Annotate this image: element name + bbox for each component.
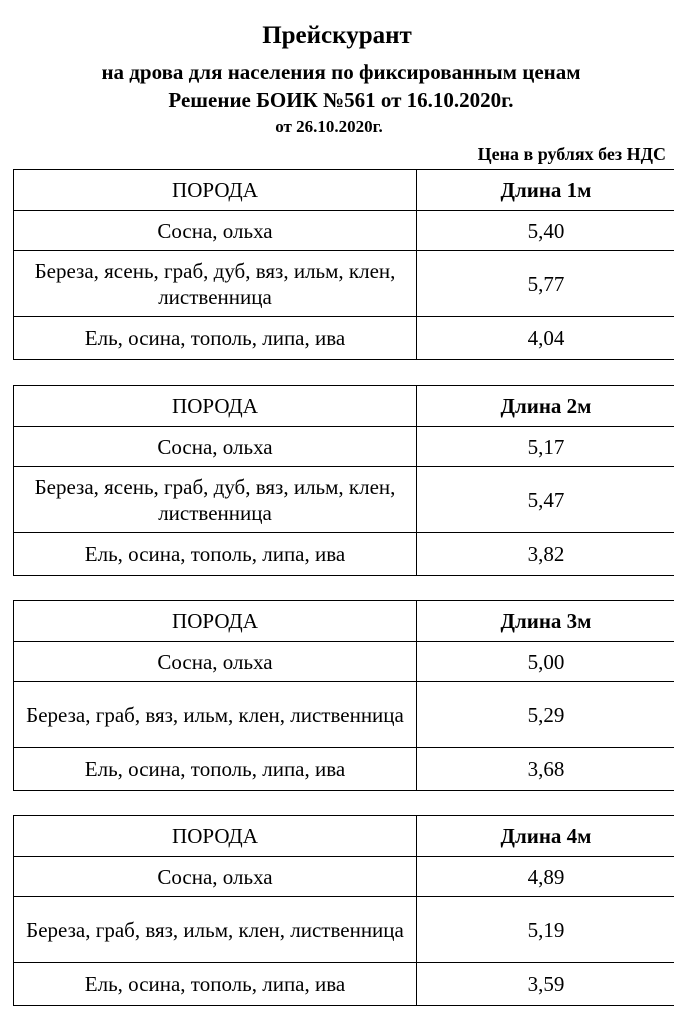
species-cell: Береза, ясень, граб, дуб, вяз, ильм, клен, лиственница (14, 467, 417, 533)
document-subtitle: на дрова для населения по фиксированным ценам (101, 60, 581, 84)
table-row (14, 533, 674, 576)
table-row (14, 748, 674, 791)
table-row (14, 251, 674, 317)
price-cell: 5,19 (417, 897, 674, 963)
table-row (14, 427, 674, 467)
effective-date: от 26.10.2020г. (275, 117, 383, 136)
price-table-1m (13, 169, 674, 360)
price-cell: 3,82 (417, 533, 674, 576)
table-row (14, 857, 674, 897)
species-cell: Ель, осина, тополь, липа, ива (14, 963, 417, 1006)
table-header-row (14, 816, 674, 857)
decision-reference: Решение БОИК №561 от 16.10.2020г. (168, 88, 514, 112)
price-table-4m (13, 815, 674, 1006)
table-row (14, 642, 674, 682)
price-cell: 4,89 (417, 857, 674, 897)
price-cell: 5,17 (417, 427, 674, 467)
species-cell: Сосна, ольха (14, 857, 417, 897)
price-cell: 5,40 (417, 211, 674, 251)
price-cell: 5,47 (417, 467, 674, 533)
species-cell: Береза, граб, вяз, ильм, клен, лиственница (14, 682, 417, 748)
price-cell: 3,59 (417, 963, 674, 1006)
table-header-row (14, 601, 674, 642)
length-column-header: Длина 4м (417, 816, 674, 857)
species-cell: Ель, осина, тополь, липа, ива (14, 533, 417, 576)
table-header-row (14, 386, 674, 427)
species-cell: Ель, осина, тополь, липа, ива (14, 317, 417, 360)
price-cell: 5,00 (417, 642, 674, 682)
price-note: Цена в рублях без НДС (477, 144, 666, 164)
length-column-header: Длина 3м (417, 601, 674, 642)
length-column-header: Длина 2м (417, 386, 674, 427)
table-row (14, 897, 674, 963)
species-column-header: ПОРОДА (14, 816, 417, 857)
species-column-header: ПОРОДА (14, 386, 417, 427)
table-row (14, 211, 674, 251)
table-row (14, 467, 674, 533)
table-header-row (14, 170, 674, 211)
table-row (14, 963, 674, 1006)
price-cell: 5,29 (417, 682, 674, 748)
price-cell: 3,68 (417, 748, 674, 791)
species-cell: Ель, осина, тополь, липа, ива (14, 748, 417, 791)
length-column-header: Длина 1м (417, 170, 674, 211)
species-cell: Сосна, ольха (14, 427, 417, 467)
document-title: Прейскурант (262, 22, 412, 49)
species-column-header: ПОРОДА (14, 601, 417, 642)
price-table-3m (13, 600, 674, 791)
table-row (14, 682, 674, 748)
table-row (14, 317, 674, 360)
species-cell: Береза, граб, вяз, ильм, клен, лиственница (14, 897, 417, 963)
species-cell: Сосна, ольха (14, 211, 417, 251)
price-cell: 4,04 (417, 317, 674, 360)
price-table-2m (13, 385, 674, 576)
species-cell: Сосна, ольха (14, 642, 417, 682)
species-cell: Береза, ясень, граб, дуб, вяз, ильм, клен, лиственница (14, 251, 417, 317)
price-cell: 5,77 (417, 251, 674, 317)
species-column-header: ПОРОДА (14, 170, 417, 211)
